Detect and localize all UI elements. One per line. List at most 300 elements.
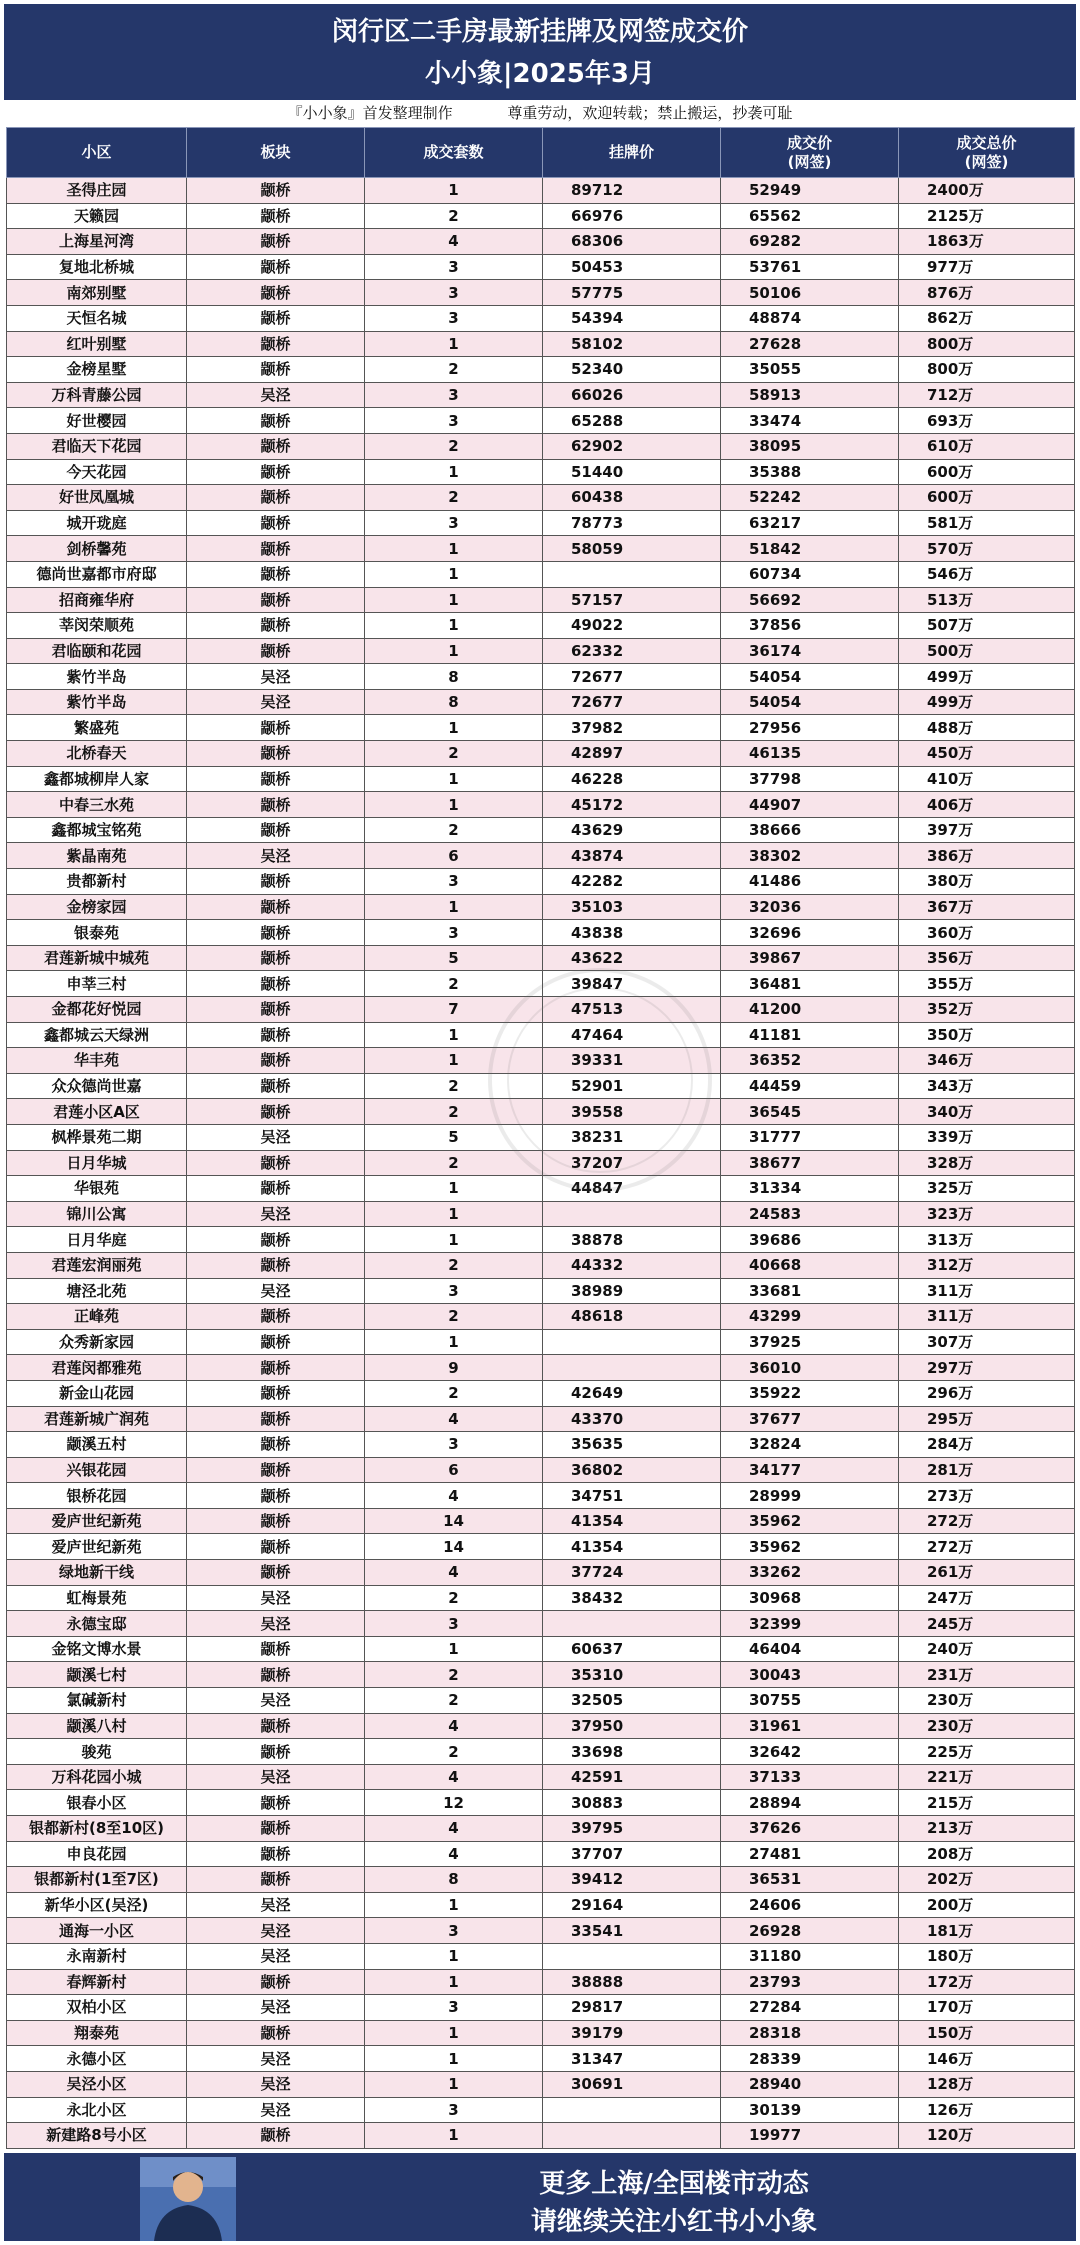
cell-listing-price: 37982 bbox=[543, 715, 721, 741]
cell-community: 复地北桥城 bbox=[7, 254, 187, 280]
cell-deals: 3 bbox=[365, 2097, 543, 2123]
cell-deals: 2 bbox=[365, 433, 543, 459]
cell-area: 颛桥 bbox=[187, 1022, 365, 1048]
table-row bbox=[7, 1150, 1075, 1176]
cell-listing-price bbox=[543, 1329, 721, 1355]
cell-deal-price: 36010 bbox=[721, 1355, 899, 1381]
cell-total-price: 247万 bbox=[899, 1585, 1075, 1611]
cell-total-price: 126万 bbox=[899, 2097, 1075, 2123]
cell-area: 吴泾 bbox=[187, 1943, 365, 1969]
cell-total-price: 284万 bbox=[899, 1432, 1075, 1458]
table-row bbox=[7, 1227, 1075, 1253]
cell-deal-price: 37626 bbox=[721, 1816, 899, 1842]
cell-deals: 1 bbox=[365, 561, 543, 587]
cell-community: 君莲新城中城苑 bbox=[7, 945, 187, 971]
table-row bbox=[7, 715, 1075, 741]
cell-total-price: 876万 bbox=[899, 280, 1075, 306]
cell-deal-price: 23793 bbox=[721, 1969, 899, 1995]
cell-listing-price: 38888 bbox=[543, 1969, 721, 1995]
table-row bbox=[7, 817, 1075, 843]
col-header-total-price-line2: (网签) bbox=[964, 152, 1009, 171]
cell-community: 塘泾北苑 bbox=[7, 1278, 187, 1304]
cell-community: 圣得庄园 bbox=[7, 178, 187, 204]
table-row bbox=[7, 997, 1075, 1023]
cell-deal-price: 52949 bbox=[721, 178, 899, 204]
cell-community: 君临颐和花园 bbox=[7, 638, 187, 664]
cell-deals: 1 bbox=[365, 766, 543, 792]
table-row bbox=[7, 664, 1075, 690]
cell-community: 君莲小区A区 bbox=[7, 1099, 187, 1125]
cell-deal-price: 32824 bbox=[721, 1432, 899, 1458]
cell-deals: 3 bbox=[365, 920, 543, 946]
cell-deals: 2 bbox=[365, 1150, 543, 1176]
cell-deal-price: 56692 bbox=[721, 587, 899, 613]
cell-community: 永南新村 bbox=[7, 1943, 187, 1969]
cell-total-price: 360万 bbox=[899, 920, 1075, 946]
cell-community: 天籁园 bbox=[7, 203, 187, 229]
table-row bbox=[7, 2123, 1075, 2149]
cell-listing-price: 72677 bbox=[543, 664, 721, 690]
author-avatar bbox=[140, 2157, 236, 2241]
cell-deals: 1 bbox=[365, 2071, 543, 2097]
cell-area: 吴泾 bbox=[187, 1995, 365, 2021]
cell-deals: 1 bbox=[365, 1022, 543, 1048]
cell-area: 颛桥 bbox=[187, 510, 365, 536]
cell-listing-price: 68306 bbox=[543, 229, 721, 255]
cell-deal-price: 26928 bbox=[721, 1918, 899, 1944]
cell-total-price: 128万 bbox=[899, 2071, 1075, 2097]
cell-area: 颛桥 bbox=[187, 1534, 365, 1560]
table-row bbox=[7, 510, 1075, 536]
cell-listing-price: 41354 bbox=[543, 1508, 721, 1534]
table-row bbox=[7, 1022, 1075, 1048]
cell-total-price: 208万 bbox=[899, 1841, 1075, 1867]
cell-area: 颛桥 bbox=[187, 1099, 365, 1125]
cell-deal-price: 37925 bbox=[721, 1329, 899, 1355]
table-row bbox=[7, 357, 1075, 383]
cell-total-price: 355万 bbox=[899, 971, 1075, 997]
cell-area: 颛桥 bbox=[187, 357, 365, 383]
table-row bbox=[7, 1201, 1075, 1227]
cell-deal-price: 27481 bbox=[721, 1841, 899, 1867]
cell-deals: 2 bbox=[365, 1099, 543, 1125]
col-header-listing-price: 挂牌价 bbox=[543, 128, 721, 178]
table-row bbox=[7, 305, 1075, 331]
cell-deal-price: 37856 bbox=[721, 613, 899, 639]
cell-deals: 1 bbox=[365, 894, 543, 920]
cell-total-price: 311万 bbox=[899, 1304, 1075, 1330]
cell-deals: 2 bbox=[365, 817, 543, 843]
table-row bbox=[7, 920, 1075, 946]
cell-deal-price: 37677 bbox=[721, 1406, 899, 1432]
cell-deal-price: 24606 bbox=[721, 1892, 899, 1918]
cell-deals: 2 bbox=[365, 1304, 543, 1330]
cell-community: 众众德尚世嘉 bbox=[7, 1073, 187, 1099]
table-row bbox=[7, 1099, 1075, 1125]
cell-area: 颛桥 bbox=[187, 1048, 365, 1074]
cell-total-price: 231万 bbox=[899, 1662, 1075, 1688]
table-row bbox=[7, 485, 1075, 511]
cell-total-price: 230万 bbox=[899, 1688, 1075, 1714]
table-row bbox=[7, 1713, 1075, 1739]
cell-listing-price: 37724 bbox=[543, 1560, 721, 1586]
cell-community: 新建路8号小区 bbox=[7, 2123, 187, 2149]
cell-deals: 1 bbox=[365, 1048, 543, 1074]
cell-deals: 14 bbox=[365, 1534, 543, 1560]
cell-listing-price: 33541 bbox=[543, 1918, 721, 1944]
cell-total-price: 450万 bbox=[899, 741, 1075, 767]
table-row bbox=[7, 1995, 1075, 2021]
cell-listing-price: 31347 bbox=[543, 2046, 721, 2072]
cell-listing-price bbox=[543, 561, 721, 587]
cell-deals: 4 bbox=[365, 1483, 543, 1509]
cell-area: 颛桥 bbox=[187, 2020, 365, 2046]
cell-total-price: 146万 bbox=[899, 2046, 1075, 2072]
cell-total-price: 693万 bbox=[899, 408, 1075, 434]
cell-deal-price: 41200 bbox=[721, 997, 899, 1023]
cell-area: 颛桥 bbox=[187, 1355, 365, 1381]
table-body bbox=[7, 178, 1075, 2149]
cell-community: 莘闵荣顺苑 bbox=[7, 613, 187, 639]
cell-community: 永德小区 bbox=[7, 2046, 187, 2072]
cell-deals: 3 bbox=[365, 305, 543, 331]
table-row bbox=[7, 1483, 1075, 1509]
cell-area: 颛桥 bbox=[187, 1150, 365, 1176]
cell-deals: 4 bbox=[365, 229, 543, 255]
table-row bbox=[7, 1585, 1075, 1611]
cell-deal-price: 33474 bbox=[721, 408, 899, 434]
table-row bbox=[7, 689, 1075, 715]
cell-community: 君莲宏润丽苑 bbox=[7, 1252, 187, 1278]
cell-deals: 4 bbox=[365, 1560, 543, 1586]
col-header-area: 板块 bbox=[187, 128, 365, 178]
cell-area: 颛桥 bbox=[187, 1329, 365, 1355]
cell-community: 锦川公寓 bbox=[7, 1201, 187, 1227]
cell-community: 城开珑庭 bbox=[7, 510, 187, 536]
cell-deal-price: 37798 bbox=[721, 766, 899, 792]
cell-area: 颛桥 bbox=[187, 1560, 365, 1586]
cell-area: 颛桥 bbox=[187, 1483, 365, 1509]
cell-deals: 8 bbox=[365, 1867, 543, 1893]
cell-total-price: 312万 bbox=[899, 1252, 1075, 1278]
cell-listing-price: 38432 bbox=[543, 1585, 721, 1611]
cell-listing-price: 33698 bbox=[543, 1739, 721, 1765]
cell-community: 鑫都城宝铭苑 bbox=[7, 817, 187, 843]
table-row bbox=[7, 1124, 1075, 1150]
cell-deal-price: 30043 bbox=[721, 1662, 899, 1688]
footer-line-2: 请继续关注小红书小小象 bbox=[530, 2207, 817, 2237]
cell-deal-price: 51842 bbox=[721, 536, 899, 562]
table-row bbox=[7, 869, 1075, 895]
cell-listing-price: 43838 bbox=[543, 920, 721, 946]
table-row bbox=[7, 613, 1075, 639]
cell-deals: 3 bbox=[365, 382, 543, 408]
cell-listing-price: 34751 bbox=[543, 1483, 721, 1509]
cell-total-price: 367万 bbox=[899, 894, 1075, 920]
cell-total-price: 297万 bbox=[899, 1355, 1075, 1381]
cell-total-price: 800万 bbox=[899, 331, 1075, 357]
cell-community: 北桥春天 bbox=[7, 741, 187, 767]
cell-listing-price: 44332 bbox=[543, 1252, 721, 1278]
cell-area: 颛桥 bbox=[187, 485, 365, 511]
cell-deals: 3 bbox=[365, 510, 543, 536]
cell-community: 金榜星墅 bbox=[7, 357, 187, 383]
avatar-portrait-icon bbox=[140, 2157, 236, 2241]
table-row bbox=[7, 1611, 1075, 1637]
cell-listing-price: 38878 bbox=[543, 1227, 721, 1253]
cell-deals: 2 bbox=[365, 741, 543, 767]
cell-area: 颛桥 bbox=[187, 1662, 365, 1688]
cell-listing-price: 44847 bbox=[543, 1176, 721, 1202]
cell-total-price: 120万 bbox=[899, 2123, 1075, 2149]
cell-community: 虹梅景苑 bbox=[7, 1585, 187, 1611]
cell-community: 骏苑 bbox=[7, 1739, 187, 1765]
table-row bbox=[7, 638, 1075, 664]
cell-community: 南郊别墅 bbox=[7, 280, 187, 306]
table-row bbox=[7, 254, 1075, 280]
cell-deals: 12 bbox=[365, 1790, 543, 1816]
cell-listing-price: 39847 bbox=[543, 971, 721, 997]
cell-total-price: 1863万 bbox=[899, 229, 1075, 255]
cell-community: 万科花园小城 bbox=[7, 1764, 187, 1790]
cell-community: 华银苑 bbox=[7, 1176, 187, 1202]
cell-deals: 2 bbox=[365, 1585, 543, 1611]
cell-deal-price: 36545 bbox=[721, 1099, 899, 1125]
cell-listing-price: 54394 bbox=[543, 305, 721, 331]
cell-deal-price: 35962 bbox=[721, 1508, 899, 1534]
table-row bbox=[7, 1867, 1075, 1893]
cell-community: 通海一小区 bbox=[7, 1918, 187, 1944]
table-row bbox=[7, 536, 1075, 562]
cell-area: 颛桥 bbox=[187, 945, 365, 971]
cell-deals: 3 bbox=[365, 1432, 543, 1458]
cell-total-price: 313万 bbox=[899, 1227, 1075, 1253]
cell-community: 金都花好悦园 bbox=[7, 997, 187, 1023]
cell-community: 中春三水苑 bbox=[7, 792, 187, 818]
cell-community: 颛溪八村 bbox=[7, 1713, 187, 1739]
page-title: 闵行区二手房最新挂牌及网签成交价 bbox=[331, 17, 748, 47]
cell-total-price: 202万 bbox=[899, 1867, 1075, 1893]
cell-deal-price: 35962 bbox=[721, 1534, 899, 1560]
cell-total-price: 213万 bbox=[899, 1816, 1075, 1842]
cell-deals: 2 bbox=[365, 1662, 543, 1688]
cell-listing-price: 47464 bbox=[543, 1022, 721, 1048]
cell-deals: 3 bbox=[365, 1611, 543, 1637]
cell-deals: 1 bbox=[365, 331, 543, 357]
cell-deals: 3 bbox=[365, 869, 543, 895]
col-header-deals: 成交套数 bbox=[365, 128, 543, 178]
cell-listing-price: 37707 bbox=[543, 1841, 721, 1867]
cell-community: 紫竹半岛 bbox=[7, 689, 187, 715]
cell-area: 吴泾 bbox=[187, 1688, 365, 1714]
cell-area: 颛桥 bbox=[187, 869, 365, 895]
cell-area: 颛桥 bbox=[187, 229, 365, 255]
cell-community: 爱庐世纪新苑 bbox=[7, 1508, 187, 1534]
cell-community: 天恒名城 bbox=[7, 305, 187, 331]
cell-community: 兴银花园 bbox=[7, 1457, 187, 1483]
cell-area: 颛桥 bbox=[187, 1790, 365, 1816]
cell-listing-price bbox=[543, 2097, 721, 2123]
cell-community: 日月华城 bbox=[7, 1150, 187, 1176]
cell-area: 颛桥 bbox=[187, 766, 365, 792]
cell-community: 繁盛苑 bbox=[7, 715, 187, 741]
cell-listing-price: 35310 bbox=[543, 1662, 721, 1688]
cell-total-price: 977万 bbox=[899, 254, 1075, 280]
cell-total-price: 225万 bbox=[899, 1739, 1075, 1765]
table-row bbox=[7, 178, 1075, 204]
cell-deals: 4 bbox=[365, 1841, 543, 1867]
cell-area: 颛桥 bbox=[187, 178, 365, 204]
cell-total-price: 488万 bbox=[899, 715, 1075, 741]
table-row bbox=[7, 1636, 1075, 1662]
cell-deal-price: 31961 bbox=[721, 1713, 899, 1739]
cell-community: 永德宝邸 bbox=[7, 1611, 187, 1637]
cell-deal-price: 54054 bbox=[721, 664, 899, 690]
cell-listing-price: 51440 bbox=[543, 459, 721, 485]
cell-deals: 1 bbox=[365, 1201, 543, 1227]
cell-total-price: 273万 bbox=[899, 1483, 1075, 1509]
cell-total-price: 397万 bbox=[899, 817, 1075, 843]
table-row bbox=[7, 1329, 1075, 1355]
cell-total-price: 325万 bbox=[899, 1176, 1075, 1202]
cell-listing-price: 30691 bbox=[543, 2071, 721, 2097]
cell-listing-price bbox=[543, 1611, 721, 1637]
cell-community: 上海星河湾 bbox=[7, 229, 187, 255]
cell-deal-price: 30968 bbox=[721, 1585, 899, 1611]
cell-total-price: 356万 bbox=[899, 945, 1075, 971]
cell-area: 颛桥 bbox=[187, 1432, 365, 1458]
table-row bbox=[7, 741, 1075, 767]
table-row bbox=[7, 2020, 1075, 2046]
cell-deals: 5 bbox=[365, 1124, 543, 1150]
cell-total-price: 513万 bbox=[899, 587, 1075, 613]
cell-listing-price bbox=[543, 2123, 721, 2149]
cell-listing-price: 29817 bbox=[543, 1995, 721, 2021]
cell-deal-price: 31777 bbox=[721, 1124, 899, 1150]
cell-area: 颛桥 bbox=[187, 1252, 365, 1278]
cell-total-price: 221万 bbox=[899, 1764, 1075, 1790]
cell-listing-price: 60637 bbox=[543, 1636, 721, 1662]
cell-deal-price: 32036 bbox=[721, 894, 899, 920]
cell-deals: 1 bbox=[365, 1227, 543, 1253]
cell-listing-price: 37950 bbox=[543, 1713, 721, 1739]
cell-community: 吴泾小区 bbox=[7, 2071, 187, 2097]
cell-deals: 8 bbox=[365, 689, 543, 715]
cell-deal-price: 36531 bbox=[721, 1867, 899, 1893]
cell-total-price: 581万 bbox=[899, 510, 1075, 536]
cell-deals: 1 bbox=[365, 613, 543, 639]
table-row bbox=[7, 433, 1075, 459]
cell-community: 好世凤凰城 bbox=[7, 485, 187, 511]
cell-listing-price: 39795 bbox=[543, 1816, 721, 1842]
table-row bbox=[7, 1048, 1075, 1074]
cell-deals: 4 bbox=[365, 1713, 543, 1739]
cell-area: 颛桥 bbox=[187, 1227, 365, 1253]
cell-community: 颛溪五村 bbox=[7, 1432, 187, 1458]
cell-total-price: 245万 bbox=[899, 1611, 1075, 1637]
table-row bbox=[7, 1304, 1075, 1330]
cell-deal-price: 35388 bbox=[721, 459, 899, 485]
cell-area: 颛桥 bbox=[187, 741, 365, 767]
cell-deal-price: 35055 bbox=[721, 357, 899, 383]
cell-deal-price: 54054 bbox=[721, 689, 899, 715]
cell-community: 紫晶南苑 bbox=[7, 843, 187, 869]
cell-deal-price: 41486 bbox=[721, 869, 899, 895]
cell-deal-price: 28940 bbox=[721, 2071, 899, 2097]
cell-total-price: 800万 bbox=[899, 357, 1075, 383]
cell-total-price: 181万 bbox=[899, 1918, 1075, 1944]
cell-area: 颛桥 bbox=[187, 1508, 365, 1534]
cell-community: 新金山花园 bbox=[7, 1380, 187, 1406]
table-row bbox=[7, 2071, 1075, 2097]
cell-deal-price: 41181 bbox=[721, 1022, 899, 1048]
cell-total-price: 307万 bbox=[899, 1329, 1075, 1355]
footer-line-1: 更多上海/全国楼市动态 bbox=[539, 2169, 809, 2199]
cell-community: 颛溪七村 bbox=[7, 1662, 187, 1688]
credit-text: 『小小象』首发整理制作 bbox=[287, 104, 453, 122]
cell-community: 正峰苑 bbox=[7, 1304, 187, 1330]
cell-total-price: 272万 bbox=[899, 1534, 1075, 1560]
cell-community: 氯碱新村 bbox=[7, 1688, 187, 1714]
cell-deal-price: 19977 bbox=[721, 2123, 899, 2149]
cell-deal-price: 27284 bbox=[721, 1995, 899, 2021]
cell-area: 颛桥 bbox=[187, 1380, 365, 1406]
cell-deals: 1 bbox=[365, 1892, 543, 1918]
cell-deal-price: 46404 bbox=[721, 1636, 899, 1662]
cell-deals: 5 bbox=[365, 945, 543, 971]
cell-community: 银桥花园 bbox=[7, 1483, 187, 1509]
cell-community: 万科青藤公园 bbox=[7, 382, 187, 408]
cell-total-price: 350万 bbox=[899, 1022, 1075, 1048]
cell-deals: 1 bbox=[365, 1636, 543, 1662]
table-row bbox=[7, 1892, 1075, 1918]
cell-listing-price: 29164 bbox=[543, 1892, 721, 1918]
cell-area: 颛桥 bbox=[187, 561, 365, 587]
cell-deal-price: 50106 bbox=[721, 280, 899, 306]
cell-deal-price: 24583 bbox=[721, 1201, 899, 1227]
cell-deal-price: 28894 bbox=[721, 1790, 899, 1816]
cell-area: 颛桥 bbox=[187, 971, 365, 997]
cell-community: 德尚世嘉都市府邸 bbox=[7, 561, 187, 587]
cell-area: 颛桥 bbox=[187, 1841, 365, 1867]
cell-total-price: 499万 bbox=[899, 664, 1075, 690]
cell-community: 金铭文博水景 bbox=[7, 1636, 187, 1662]
cell-listing-price: 42897 bbox=[543, 741, 721, 767]
cell-community: 爱庐世纪新苑 bbox=[7, 1534, 187, 1560]
cell-deal-price: 31180 bbox=[721, 1943, 899, 1969]
cell-deal-price: 28339 bbox=[721, 2046, 899, 2072]
cell-listing-price: 38989 bbox=[543, 1278, 721, 1304]
cell-deal-price: 65562 bbox=[721, 203, 899, 229]
cell-area: 颛桥 bbox=[187, 1636, 365, 1662]
cell-area: 颛桥 bbox=[187, 1406, 365, 1432]
cell-listing-price: 30883 bbox=[543, 1790, 721, 1816]
cell-listing-price: 50453 bbox=[543, 254, 721, 280]
cell-area: 颛桥 bbox=[187, 305, 365, 331]
cell-listing-price: 47513 bbox=[543, 997, 721, 1023]
cell-deals: 2 bbox=[365, 1073, 543, 1099]
cell-listing-price: 65288 bbox=[543, 408, 721, 434]
cell-listing-price: 57775 bbox=[543, 280, 721, 306]
cell-deals: 2 bbox=[365, 203, 543, 229]
table-row bbox=[7, 1508, 1075, 1534]
cell-deal-price: 37133 bbox=[721, 1764, 899, 1790]
cell-deals: 4 bbox=[365, 1816, 543, 1842]
cell-listing-price: 58102 bbox=[543, 331, 721, 357]
cell-deals: 1 bbox=[365, 2046, 543, 2072]
cell-total-price: 862万 bbox=[899, 305, 1075, 331]
table-row bbox=[7, 894, 1075, 920]
